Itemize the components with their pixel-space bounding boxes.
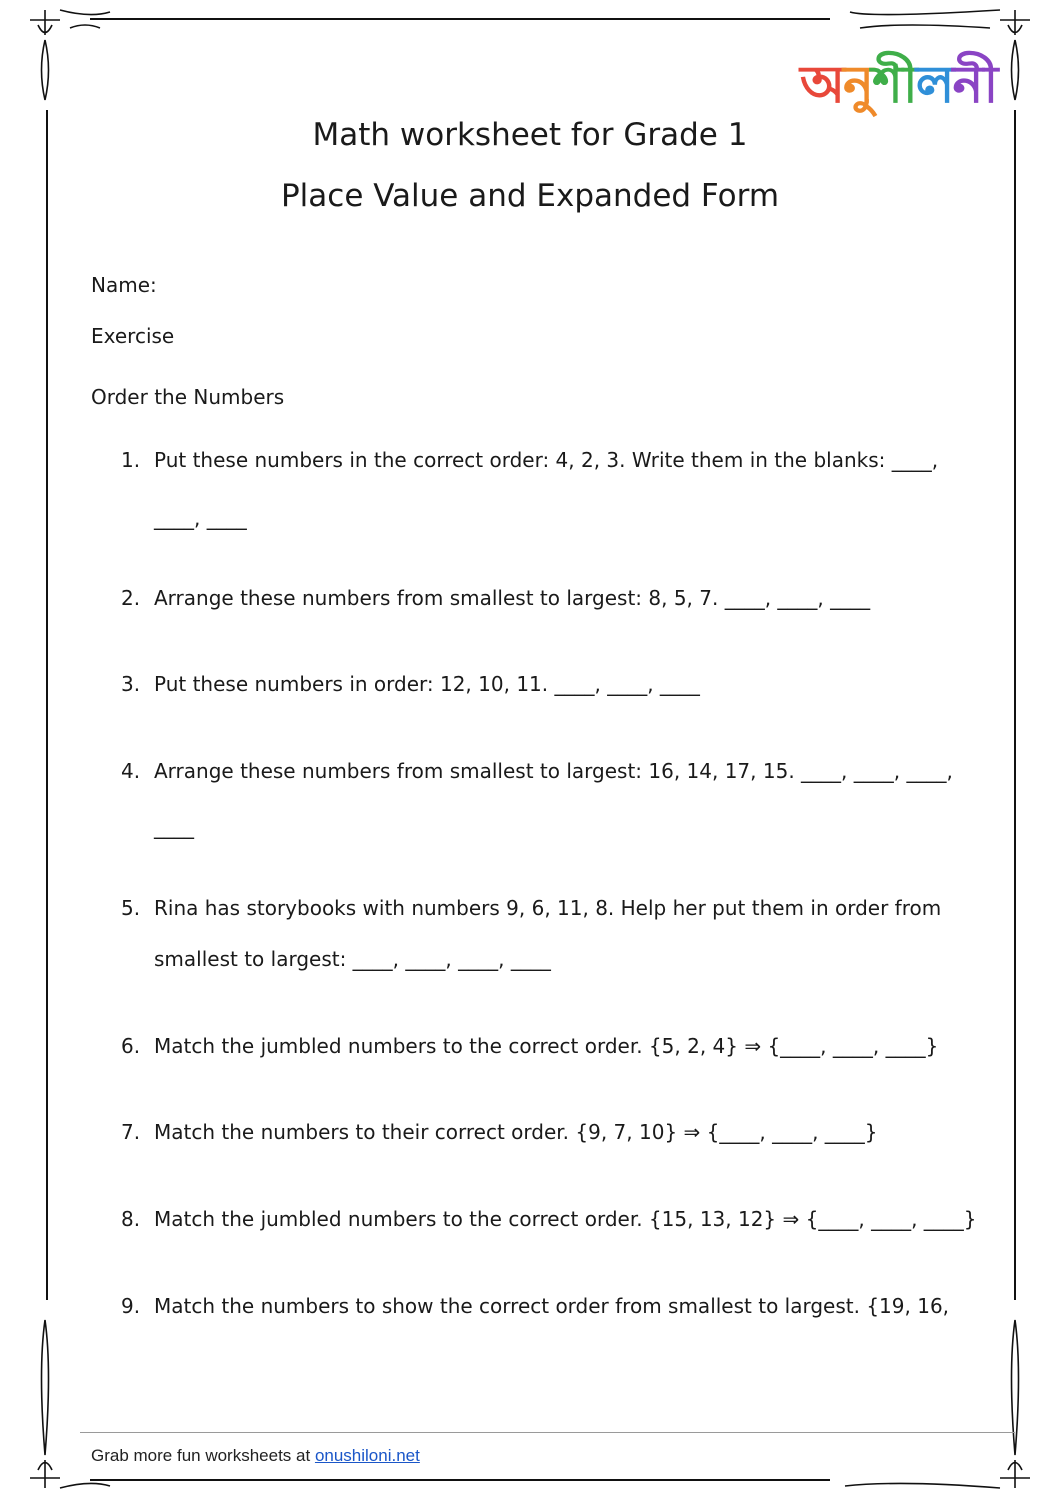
question-text: Put these numbers in order: 12, 10, 11. ____, ____, ____ (154, 672, 700, 696)
question-number: 5. (121, 896, 141, 920)
question-text: smallest to largest: ____, ____, ____, ____ (154, 947, 551, 971)
question-number: 4. (121, 759, 141, 783)
question-text: Rina has storybooks with numbers 9, 6, 11, 8. Help her put them in order from (154, 896, 942, 920)
worksheet-subtitle: Place Value and Expanded Form (280, 178, 780, 214)
logo-glyph: নু (843, 55, 873, 115)
question-number: 1. (121, 448, 141, 472)
section-heading: Order the Numbers (91, 385, 285, 409)
footer-link[interactable]: onushiloni.net (314, 1446, 420, 1465)
question-text: Match the jumbled numbers to the correct order. {5, 2, 4} ⇒ {____, ____, ____} (154, 1034, 939, 1058)
question-number: 2. (121, 586, 141, 610)
question-text: Match the numbers to their correct order. {9, 7, 10} ⇒ {____, ____, ____} (154, 1120, 878, 1144)
question-text: Arrange these numbers from smallest to largest: 16, 14, 17, 15. ____, ____, ____, (154, 759, 953, 783)
question-number: 7. (121, 1120, 141, 1144)
logo-glyph: ল (915, 55, 953, 115)
question-number: 6. (121, 1034, 141, 1058)
footer-divider (80, 1432, 1015, 1433)
question-text: Arrange these numbers from smallest to largest: 8, 5, 7. ____, ____, ____ (154, 586, 871, 610)
question-text: Put these numbers in the correct order: 4, 2, 3. Write them in the blanks: ____, (154, 448, 939, 472)
onushiloni-logo (800, 44, 996, 116)
question-text: ____, ____ (154, 506, 247, 530)
name-label: Name: (91, 273, 157, 297)
question-number: 9. (121, 1294, 141, 1318)
question-text: ____ (154, 815, 194, 839)
footer (91, 1446, 420, 1466)
question-number: 3. (121, 672, 141, 696)
worksheet-title: Math worksheet for Grade 1 (312, 117, 748, 153)
logo-glyph: নী (952, 55, 997, 115)
question-text: Match the numbers to show the correct order from smallest to largest. {19, 16, (154, 1294, 950, 1318)
logo-glyph: অ (800, 55, 844, 115)
exercise-label: Exercise (91, 324, 175, 348)
question-number: 8. (121, 1207, 141, 1231)
logo-glyph: শী (872, 55, 916, 115)
question-text: Match the jumbled numbers to the correct order. {15, 13, 12} ⇒ {____, ____, ____} (154, 1207, 977, 1231)
footer-text: Grab more fun worksheets at (91, 1446, 315, 1465)
